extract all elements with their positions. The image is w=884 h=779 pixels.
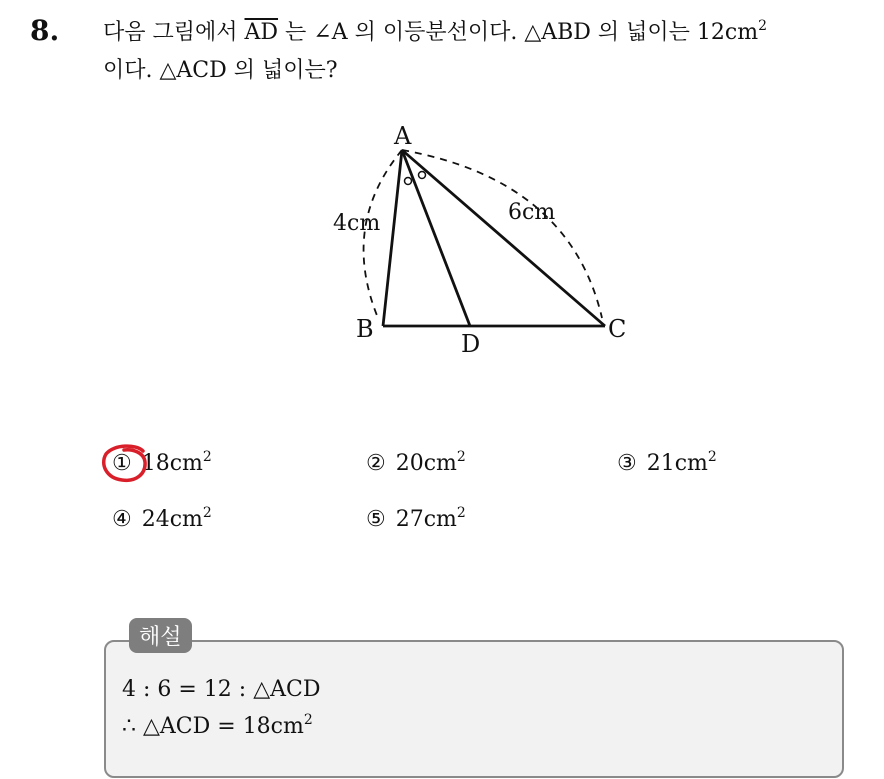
angle-mark-right bbox=[419, 172, 426, 179]
choice-2[interactable] bbox=[366, 451, 466, 476]
choice-3-mark: ③ bbox=[617, 451, 637, 476]
length-label-ac: 6cm bbox=[508, 200, 556, 225]
question-text-pre: 다음 그림에서 bbox=[103, 20, 245, 45]
choice-2-value: $20cm^2$ bbox=[395, 449, 466, 476]
vertex-label-c: C bbox=[608, 315, 627, 343]
vertex-label-d: D bbox=[461, 330, 481, 358]
solution-tag: 해설 bbox=[129, 618, 192, 653]
choice-4-mark: ④ bbox=[112, 507, 132, 532]
segment-ad-overline: $\overline{AD}$ bbox=[244, 20, 279, 45]
question-text bbox=[103, 14, 873, 90]
bisector-ad bbox=[402, 150, 470, 326]
side-ac bbox=[402, 150, 605, 326]
choice-4-value: $24cm^2$ bbox=[141, 505, 212, 532]
choice-5-mark: ⑤ bbox=[366, 507, 386, 532]
choice-3-value: $21cm^2$ bbox=[646, 449, 717, 476]
solution-line-1: 4 : 6 = 12 : △ACD bbox=[122, 677, 321, 702]
choice-5-value: $27cm^2$ bbox=[395, 505, 466, 532]
choice-1-value: $18cm^2$ bbox=[141, 449, 212, 476]
question-text-line2: 이다. △ACD 의 넓이는? bbox=[103, 58, 338, 83]
answer-circle-annotation bbox=[100, 442, 156, 486]
question-superscript: 2 bbox=[758, 18, 768, 34]
vertex-label-b: B bbox=[356, 315, 374, 343]
angle-mark-left bbox=[405, 178, 412, 185]
side-ab bbox=[383, 150, 402, 326]
choice-5[interactable] bbox=[366, 507, 466, 532]
choice-4[interactable] bbox=[112, 507, 212, 532]
choice-2-mark: ② bbox=[366, 451, 386, 476]
choice-1-mark: ① bbox=[112, 451, 132, 476]
solution-line-2: ∴ △ACD = $18cm^2$ bbox=[122, 712, 313, 739]
question-number: 8. bbox=[30, 14, 60, 47]
triangle-figure bbox=[300, 112, 660, 372]
choice-3[interactable] bbox=[617, 451, 717, 476]
question-text-mid: 는 ∠A 의 이등분선이다. △ABD 의 넓이는 12cm bbox=[278, 20, 759, 45]
vertex-label-a: A bbox=[394, 122, 412, 150]
solution-box bbox=[104, 640, 844, 778]
length-label-ab: 4cm bbox=[333, 211, 381, 236]
